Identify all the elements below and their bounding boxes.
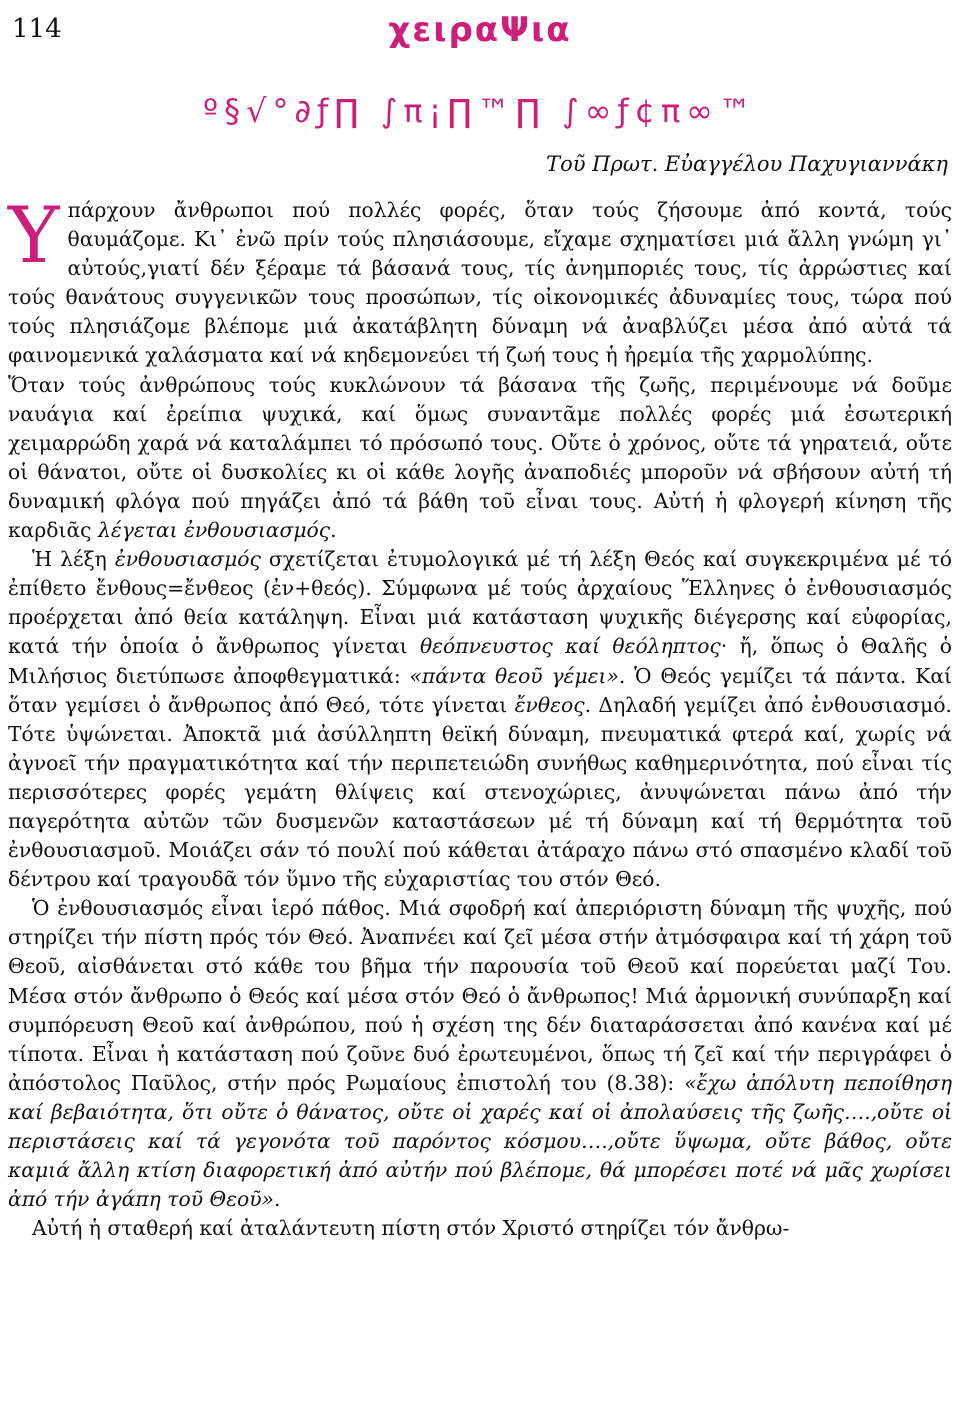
drop-cap: Υ	[8, 191, 60, 281]
paragraph-2-emphasis: λέγεται ἐνθουσιασμός	[97, 518, 331, 543]
paragraph-1-text: πάρχουν ἄνθρωποι πού πολλές φορές, ὅταν τούς ζήσουμε ἀπό κοντά, τούς θαυμάζομε. Κι᾽ ἐνῶ πρίν τούς πλησιάσουμε, εἴχαμε σχηματίσει μιά ἄλλη γνώμη γι᾽ αὐτούς,γιατί δέν ξέραμε τά βάσανά τους, τίς ἀνημποριές τους, τίς ἀρρώστιες καί τούς θανάτους συγγενικῶν τους προσώπων, τίς οἰκονομικές ἀδυναμίες τους, τώρα πού τούς πλησιάζομε βλέπομε μιά ἀκατάβλητη δύναμη νά ἀναβλύζει μέσα ἀπό αὐτά τά φαινομενικά χαλάσματα καί νά κηδεμονεύει τή ζωή τους ἡ ἠρεμία τῆς χαρμολύπης.	[8, 198, 952, 368]
page-header	[10, 10, 950, 56]
paragraph-2-end: .	[330, 518, 337, 543]
paragraph-3-em3: «πάντα θεοῦ γέμει»	[409, 663, 619, 688]
page-number: 114	[12, 14, 62, 44]
paragraph-4	[8, 894, 952, 1214]
paragraph-3-em1: ἐνθουσιασμός	[114, 547, 261, 572]
paragraph-3-em2: θεόπνευστος καί θεόληπτος	[419, 634, 721, 659]
paragraph-3-b: σχετίζεται ἐτυμολογικά μέ τή λέξη Θεός καί συγκεκριμένα μέ τό ἐπίθετο ἔνθους=ἔνθεος (ἐν+θεός). Σύμφωνα μέ τούς ἀρχαίους Ἕλληνες ὁ ἐνθουσιασμός προέρχεται ἀπό θεία κατάληψη. Εἶναι μιά κατάσταση ψυχικῆς διέγερσης καί εὐφορίας, κατά τήν ὁποία ὁ ἄνθρωπος γίνεται	[8, 547, 953, 659]
paragraph-4-end: .	[273, 1187, 281, 1212]
paragraph-4-quote: «ἔχω ἀπόλυτη πεποίθηση καί βεβαιότητα, ὅτι οὔτε ὁ θάνατος, οὔτε οἱ χαρές καί οἱ ἀπολαύσεις τῆς ζωῆς….,οὔτε οἱ περιστάσεις καί τά γεγονότα τοῦ παρόντος κόσμου….,οὔτε ὕψωμα, οὔτε βάθος, οὔτε καμιά ἄλλη κτίση διαφορετική ἀπό αὐτήν πού βλέπομε, θά μπορέσει ποτέ νά μᾶς χωρίσει ἀπό τήν ἀγάπη τοῦ Θεοῦ»	[8, 1070, 952, 1212]
paragraph-2	[8, 371, 952, 546]
paragraph-3-e: . Δηλαδή γεμίζει ἀπό ἐνθουσιασμό. Τότε ὑψώνεται. Ἀποκτᾶ μιά ἀσύλληπτη θεϊκή δύναμη, πνευματικά φτερά καί, χωρίς νά ἀγνοεῖ τήν πραγματικότητα καί τήν περιπετειώδη συνήθως καθημερινότητα, πού εἶναι τίς περισσότερες φορές γεμάτη θλίψεις καί στενοχώριες, ἀνυψώνεται πάνω ἀπό τήν παγερότητα αὐτῶν τῶν δυσμενῶν καταστάσεων μέ τή δύναμη καί τή θερμότητα τοῦ ἐνθουσιασμοῦ. Μοιάζει σάν τό πουλί πού κάθεται ἀτάραχο πάνω στό σπασμένο κλαδί τοῦ δέντρου καί τραγουδᾶ τόν ὕμνο τῆς εὐχαριστίας του στόν Θεό.	[8, 692, 952, 892]
running-head: χειραΨια	[388, 10, 572, 50]
article-author: Τοῦ Πρωτ. Εὐαγγέλου Παχυγιαννάκη	[546, 152, 948, 176]
paragraph-3-em4: ἔνθεος	[514, 692, 585, 717]
paragraph-3-c: · ἤ, ὅπως ὁ Θαλῆς ὁ Μιλήσιος διετύπωσε ἀποφθεγματικά:	[8, 634, 953, 688]
paragraph-3	[8, 545, 952, 894]
paragraph-1	[8, 191, 952, 371]
paragraph-3-a: Ἡ λέξη	[32, 547, 115, 572]
paragraph-5	[8, 1214, 952, 1243]
article-body	[8, 191, 953, 1243]
paragraph-2-text: Ὅταν τούς ἀνθρώπους τούς κυκλώνουν τά βάσανα τῆς ζωῆς, περιμένουμε νά δοῦμε ναυάγια καί ἐρείπια ψυχικά, καί ὅμως συναντᾶμε πολλές φορές μιά ἐσωτερική χειμαρρώδη χαρά νά καταλάμπει τό πρόσωπό τους. Οὔτε ὁ χρόνος, οὔτε τά γηρατειά, οὔτε οἱ θάνατοι, οὔτε οἱ δυσκολίες κι οἱ κάθε λογῆς ἀναποδιές μποροῦν νά σβήσουν αὐτή τή δυναμική φλόγα πού πηγάζει ἀπό τά βάθη τοῦ εἶναι τους. Αὐτή ἡ φλογερή κίνηση τῆς καρδιᾶς	[8, 372, 952, 543]
paragraph-5-text: Αὐτή ἡ σταθερή καί ἀταλάντευτη πίστη στόν Χριστό στηρίζει τόν ἄνθρω-	[32, 1216, 790, 1241]
paragraph-3-d: . Ὁ Θεός γεμίζει τά πάντα. Καί ὅταν γεμίσει ὁ ἄνθρωπος ἀπό Θεό, τότε γίνεται	[8, 663, 952, 717]
article-title: º§√°∂ƒ∏ ∫π¡∏™∏ ∫∞ƒ¢π∞™	[203, 92, 757, 130]
paragraph-4-a: Ὁ ἐνθουσιασμός εἶναι ἱερό πάθος. Μιά σφοδρή καί ἀπεριόριστη δύναμη τῆς ψυχῆς, πού στηρίζει τήν πίστη πρός τόν Θεό. Ἀναπνέει καί ζεῖ μέσα στήν ἀτμόσφαιρα καί τή χάρη τοῦ Θεοῦ, αἰσθάνεται στό κάθε του βῆμα τήν παρουσία τοῦ Θεοῦ καί πορεύεται μαζί Του. Μέσα στόν ἄνθρωπο ὁ Θεός καί μέσα στόν Θεό ὁ ἄνθρωπος! Μιά ἁρμονική συνύπαρξη καί συμπόρευση Θεοῦ καί ἀνθρώπου, πού ἡ σχέση της δέν διαταράσσεται ἀπό κανένα καί μέ τίποτα. Εἶναι ἡ κατάσταση πού ζοῦνε δυό ἐρωτευμένοι, ὅπως τή ζεῖ καί τήν περιγράφει ὁ ἀπόστολος Παῦλος, στήν πρός Ρωμαίους ἐπιστολή του (8.38):	[8, 896, 952, 1095]
